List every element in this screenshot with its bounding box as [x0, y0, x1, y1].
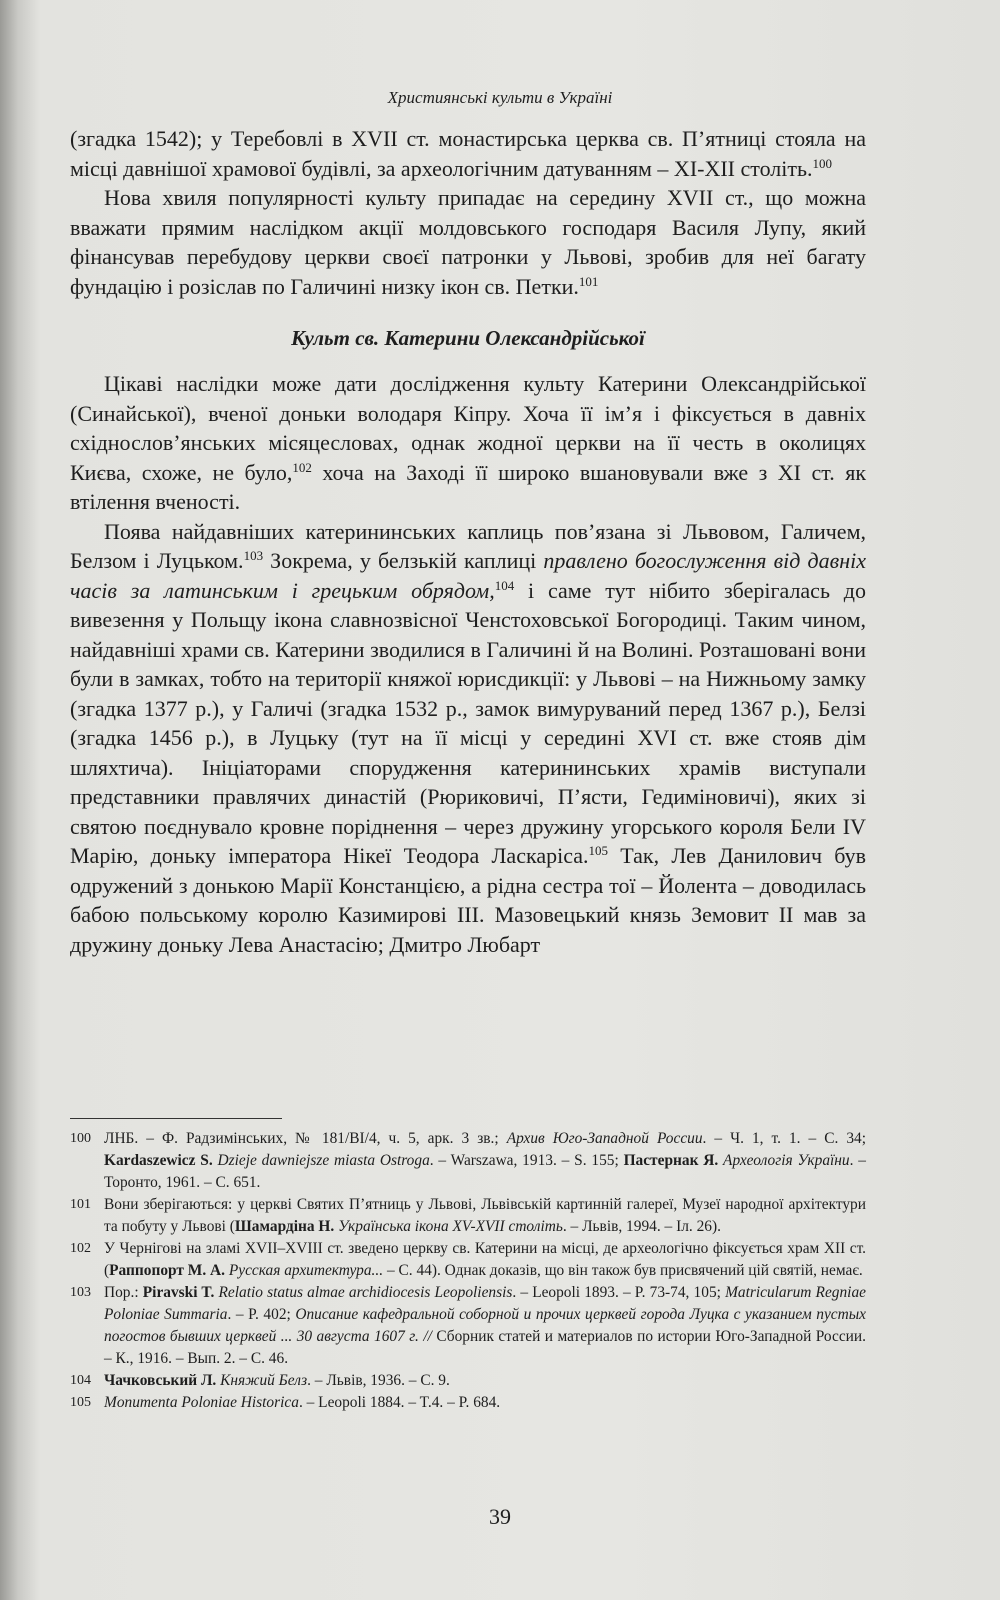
running-header: Християнські культи в Україні [387, 88, 613, 107]
footnote-ref-103[interactable]: 103 [243, 548, 264, 563]
footnote-100: 100 ЛНБ. – Ф. Радзимінських, № 181/BI/4, ч. 5, арк. 3 зв.; Архив Юго-Западной России. – Ч. 1, т. 1. – С. 34; Kardaszewicz S. Dzieje dawniejsze miasta Ostroga. – Warszawa, 1913. – S. 155; Пастернак Я. Археологія України. – Торонто, 1961. – С. 651. [70, 1130, 867, 1191]
footnote-ref-102[interactable]: 102 [292, 459, 312, 475]
footnote-102: 102 У Чернігові на зламі XVII–XVIII ст. зведено церкву св. Катерини на місці, де археологічно фіксується храм XII ст. (Раппопорт М. А. Русская архитектура... – С. 44). Однак доказів, що він також був присвячений цій святій, немає. [70, 1240, 866, 1279]
footnote-ref-100[interactable]: 100 [812, 155, 833, 171]
footnote-104: 104 Чачковський Л. Княжий Белз. – Львів, 1936. – С. 9. [70, 1372, 450, 1389]
footnote-ref-105[interactable]: 105 [588, 843, 608, 858]
footnote-101: 101 Вони зберігаються: у церкві Святих П’ятниць у Львові, Львівській картинній галереї, Музеї народної архітектури та побуту у Львові (Шамардіна Н. Українська ікона XV-XVII століть. – Львів, 1994. – Іл. 26). [70, 1196, 866, 1235]
paragraph-4: Поява найдавніших катерининських каплиць пов’язана зі Львовом, Галичем, Белзом і Луцьком.$^{103}$ Зокрема, у белзькій каплиці правлено богослуження від давніх часів за латинським і грецьким обрядом,$^{104}$ і саме тут нібито зберігалась до вивезення у Польщу ікона славнозвісної Ченстоховської Богородиці. Таким чином, найдавніші храми св. Катерини зводилися в Галичині й на Волині. Розташовані вони були в замках, тобто на території княжої юрисдикції: у Львові – на Нижньому замку (згадка 1377 р.), у Галичі (згадка 1532 р., замок вимуруваний перед 1367 р.), Белзі (згадка 1456 р.), в Луцьку (тут на її місці у середині XVI ст. вже стояв дім шляхтича). Ініціаторами спорудження катерининських храмів виступали представники правлячих династій (Рюриковичі, П’ясти, Гедиміновичі), яких зі святою поєднувало кровне поріднення – через дружину угорського короля Бели IV Марію, доньку імператора Нікеї Теодора Ласкаріса.$^{105}$ Так, Лев Данилович був одружений з донькою Марії Констанцією, а рідна сестра тої – Йолента – доводилась бабою польському королю Казимирові III. Мазовецький князь Земовит II мав за дружину доньку Лева Анастасію; Дмитро Любарт [70, 518, 867, 957]
section-title: Культ св. Катерини Олександрійської [291, 326, 645, 350]
paragraph-2: Нова хвиля популярності культу припадає на середину XVII ст., що можна вважати прямим наслідком акції молдовського господаря Василя Лупу, який фінансував перебудову церкви своєї патронки у Львові, зробив для неї багату фундацію і розіслав по Галичині низку ікон св. Петки.$^{101}$ [70, 185, 866, 299]
footnote-ref-104[interactable]: 104 [494, 577, 515, 593]
footnote-105: 105 Monumenta Poloniae Historica. – Leopoli 1884. – T.4. – P. 684. [70, 1394, 501, 1411]
footnote-103: 103 Пор.: Piravski T. Relatio status almae archidiocesis Leopoliensis. – Leopoli 1893. – P. 73-74, 105; Matricularum Regniae Poloniae Summaria. – P. 402; Описание кафедральной соборной и прочих церквей города Луцка с указанием пустых погостов бывших церквей ... 30 августа 1607 г. // Сборник статей и материалов по истории Юго-Западной России. – К., 1916. – Вып. 2. – С. 46. [70, 1284, 866, 1367]
quote-italic: правлено богослуження від давніх часів за латинським і грецьким обрядом, [70, 548, 867, 603]
footnote-ref-101[interactable]: 101 [578, 273, 599, 289]
paragraph-3: Цікаві наслідки може дати дослідження культу Катерини Олександрійської (Синайської), вченої доньки володаря Кіпру. Хоча її ім’я і фіксується в давніх східнослов’янських місяцесловах, однак жодної церкви на її честь в околицях Києва, схоже, не було,$^{102}$ хоча на Заході її широко вшановували вже з XI ст. як втілення вченості. [70, 371, 867, 514]
footnotes [70, 1128, 866, 1414]
paragraph-1: (згадка 1542); у Теребовлі в XVII ст. монастирська церква св. П’ятниці стояла на місці давнішої храмової будівлі, за археологічним датуванням – XI-XII століть.$^{100}$ [70, 126, 866, 181]
footnote-divider [70, 1118, 282, 1119]
main-text [70, 124, 866, 959]
page-number: 39 [489, 1504, 511, 1529]
